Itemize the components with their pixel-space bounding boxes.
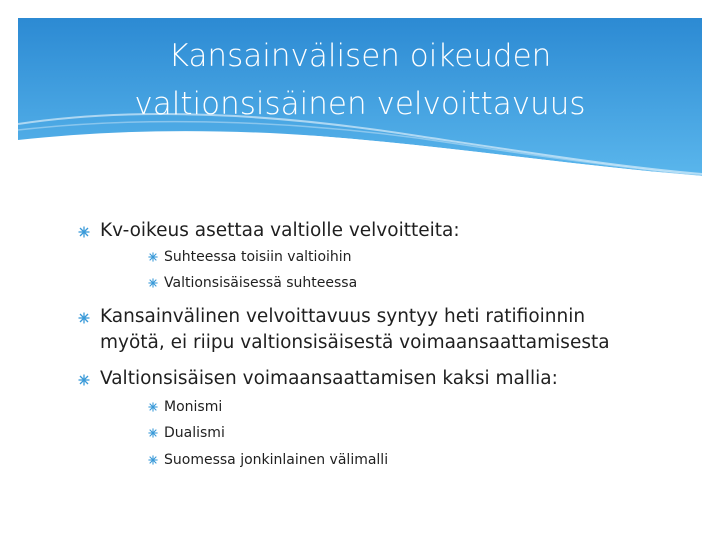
sub-bullet-text: Monismi	[164, 399, 223, 415]
asterisk-bullet-icon	[148, 278, 164, 288]
bullet-item	[78, 218, 460, 244]
asterisk-bullet-icon	[148, 252, 164, 262]
sub-bullet-item	[148, 246, 352, 268]
asterisk-bullet-icon	[78, 226, 100, 238]
sub-bullet-text: Dualismi	[164, 425, 225, 441]
bullet-text-line-1: Kansainvälinen velvoittavuus syntyy heti ratifioinnin	[100, 306, 586, 327]
asterisk-bullet-icon	[148, 402, 164, 412]
sub-bullet-text: Suomessa jonkinlainen välimalli	[164, 452, 389, 468]
asterisk-bullet-icon	[78, 374, 100, 386]
sub-bullet-text: Suhteessa toisiin valtioihin	[164, 249, 352, 265]
sub-bullet-text: Valtionsisäisessä suhteessa	[164, 275, 358, 291]
bullet-item	[78, 366, 558, 392]
sub-bullet-item	[148, 272, 357, 294]
sub-bullet-item	[148, 449, 388, 471]
title-line-1: Kansainvälisen oikeuden	[168, 38, 552, 74]
sub-bullet-item	[148, 422, 225, 444]
bullet-text-line-2: myötä, ei riipu valtionsisäisestä voimaansaattamisesta	[100, 332, 610, 353]
slide-title	[18, 32, 702, 128]
asterisk-bullet-icon	[78, 312, 100, 324]
bullet-item	[78, 304, 610, 356]
bullet-text: Kv-oikeus asettaa valtiolle velvoitteita:	[100, 220, 460, 241]
title-line-2: valtionsisäinen velvoittavuus	[134, 86, 586, 122]
bullet-text	[100, 304, 610, 356]
title-banner	[18, 18, 702, 176]
sub-bullet-item	[148, 396, 222, 418]
asterisk-bullet-icon	[148, 428, 164, 438]
bullet-text: Valtionsisäisen voimaansaattamisen kaksi mallia:	[100, 368, 558, 389]
asterisk-bullet-icon	[148, 455, 164, 465]
